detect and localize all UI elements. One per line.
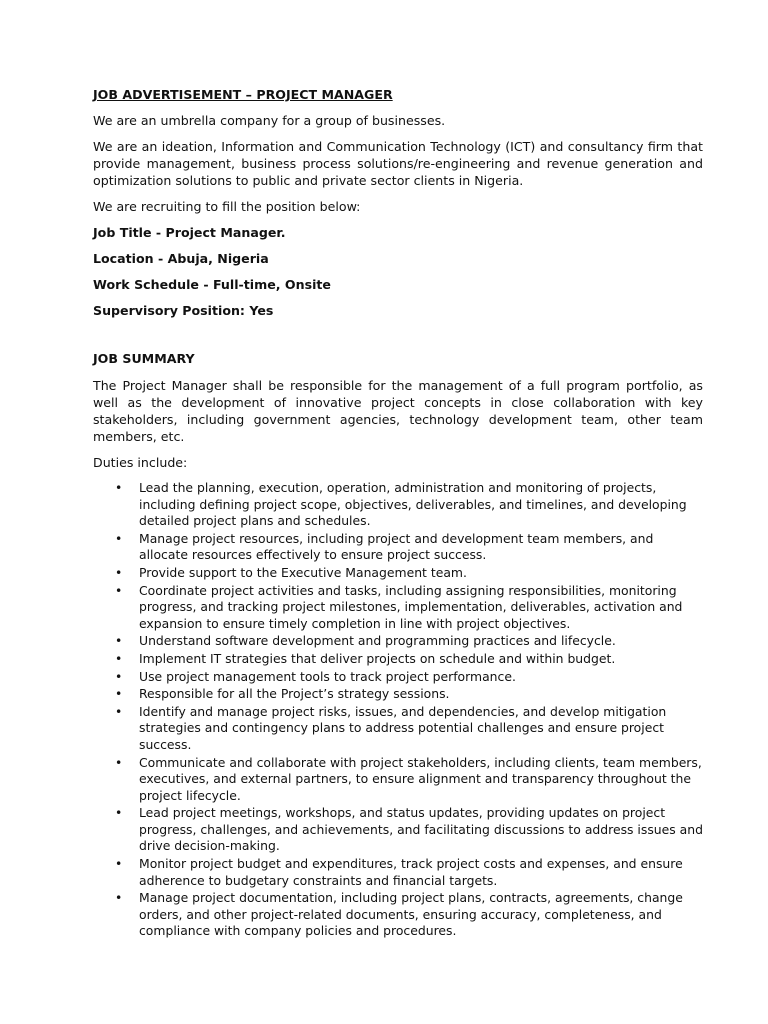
duty-item xyxy=(115,703,703,754)
bullet-icon: • xyxy=(115,805,123,821)
duty-text: Responsible for all the Project’s strategy sessions. xyxy=(139,686,450,702)
bullet-icon: • xyxy=(115,480,123,495)
duty-item xyxy=(115,633,703,650)
duty-item xyxy=(115,564,703,582)
bullet-icon: • xyxy=(115,530,123,546)
document-title: JOB ADVERTISEMENT – PROJECT MANAGER xyxy=(93,87,393,102)
bullet-icon: • xyxy=(115,686,123,702)
document-page xyxy=(93,86,703,941)
duty-text: Manage project documentation, including project plans, contracts, agreements, change orders, and other project-related documents, ensuring accuracy, completeness, and compliance with company policies and procedures. xyxy=(139,890,683,939)
duty-text: Coordinate project activities and tasks, including assigning responsibilities, monitoring progress, and tracking project milestones, implementation, deliverables, activation and expansion to ensure timely completion in line with project objectives. xyxy=(139,582,683,631)
bullet-icon: • xyxy=(115,582,123,598)
duty-text: Identify and manage project risks, issues, and dependencies, and develop mitigation strategies and contingency plans to address potential challenges and ensure project success. xyxy=(139,703,667,752)
duties-list xyxy=(93,480,703,940)
duty-text: Understand software development and programming practices and lifecycle. xyxy=(139,633,616,649)
duty-item xyxy=(115,805,703,855)
duty-item xyxy=(115,754,703,805)
duty-item xyxy=(115,480,703,530)
bullet-icon: • xyxy=(115,633,123,649)
bullet-icon: • xyxy=(115,668,123,684)
intro-paragraph-3: We are recruiting to fill the position below: xyxy=(93,199,361,214)
duty-text: Use project management tools to track project performance. xyxy=(139,668,516,684)
bullet-icon: • xyxy=(115,650,123,666)
location-field: Location - Abuja, Nigeria xyxy=(93,251,269,266)
duty-text: Monitor project budget and expenditures, track project costs and expenses, and ensure adherence to budgetary constraints and financial targets. xyxy=(139,856,683,888)
schedule-field: Work Schedule - Full-time, Onsite xyxy=(93,277,331,292)
duty-item xyxy=(115,530,703,564)
duties-label: Duties include: xyxy=(93,455,188,470)
duty-item xyxy=(115,890,703,940)
duty-text: Provide support to the Executive Management team. xyxy=(139,564,467,580)
intro-paragraph-1: We are an umbrella company for a group of businesses. xyxy=(93,113,446,128)
bullet-icon: • xyxy=(115,754,123,770)
duty-item xyxy=(115,582,703,633)
bullet-icon: • xyxy=(115,703,123,719)
supervisory-field: Supervisory Position: Yes xyxy=(93,303,274,318)
job-summary-paragraph: The Project Manager shall be responsible for the management of a full program portfolio, as well as the development of innovative project concepts in close collaboration with key stakeholders, including government agencies, technology development team, other team members, etc. xyxy=(93,378,703,444)
duty-text: Manage project resources, including project and development team members, and allocate resources effectively to ensure project success. xyxy=(139,530,654,563)
duty-item xyxy=(115,856,703,889)
duty-text: Lead the planning, execution, operation, administration and monitoring of projects, including defining project scope, objectives, deliverables, and timelines, and developing detailed project plans and schedules. xyxy=(139,480,687,529)
intro-paragraph-2: We are an ideation, Information and Communication Technology (ICT) and consultancy firm that provide management, business process solutions/re-engineering and revenue generation and optimization solutions to public and private sector clients in Nigeria. xyxy=(93,139,703,188)
duty-text: Implement IT strategies that deliver projects on schedule and within budget. xyxy=(139,650,616,666)
bullet-icon: • xyxy=(115,564,123,580)
duty-item xyxy=(115,668,703,686)
bullet-icon: • xyxy=(115,890,123,906)
duty-text: Communicate and collaborate with project stakeholders, including clients, team members, executives, and external partners, to ensure alignment and transparency throughout the project lifecycle. xyxy=(139,754,702,803)
duty-text: Lead project meetings, workshops, and status updates, providing updates on project progress, challenges, and achievements, and facilitating discussions to address issues and drive decision-making. xyxy=(139,805,703,854)
job-summary-heading: JOB SUMMARY xyxy=(93,351,195,366)
job-title-field: Job Title - Project Manager. xyxy=(93,225,286,240)
bullet-icon: • xyxy=(115,856,123,872)
duty-item xyxy=(115,686,703,703)
duty-item xyxy=(115,650,703,668)
